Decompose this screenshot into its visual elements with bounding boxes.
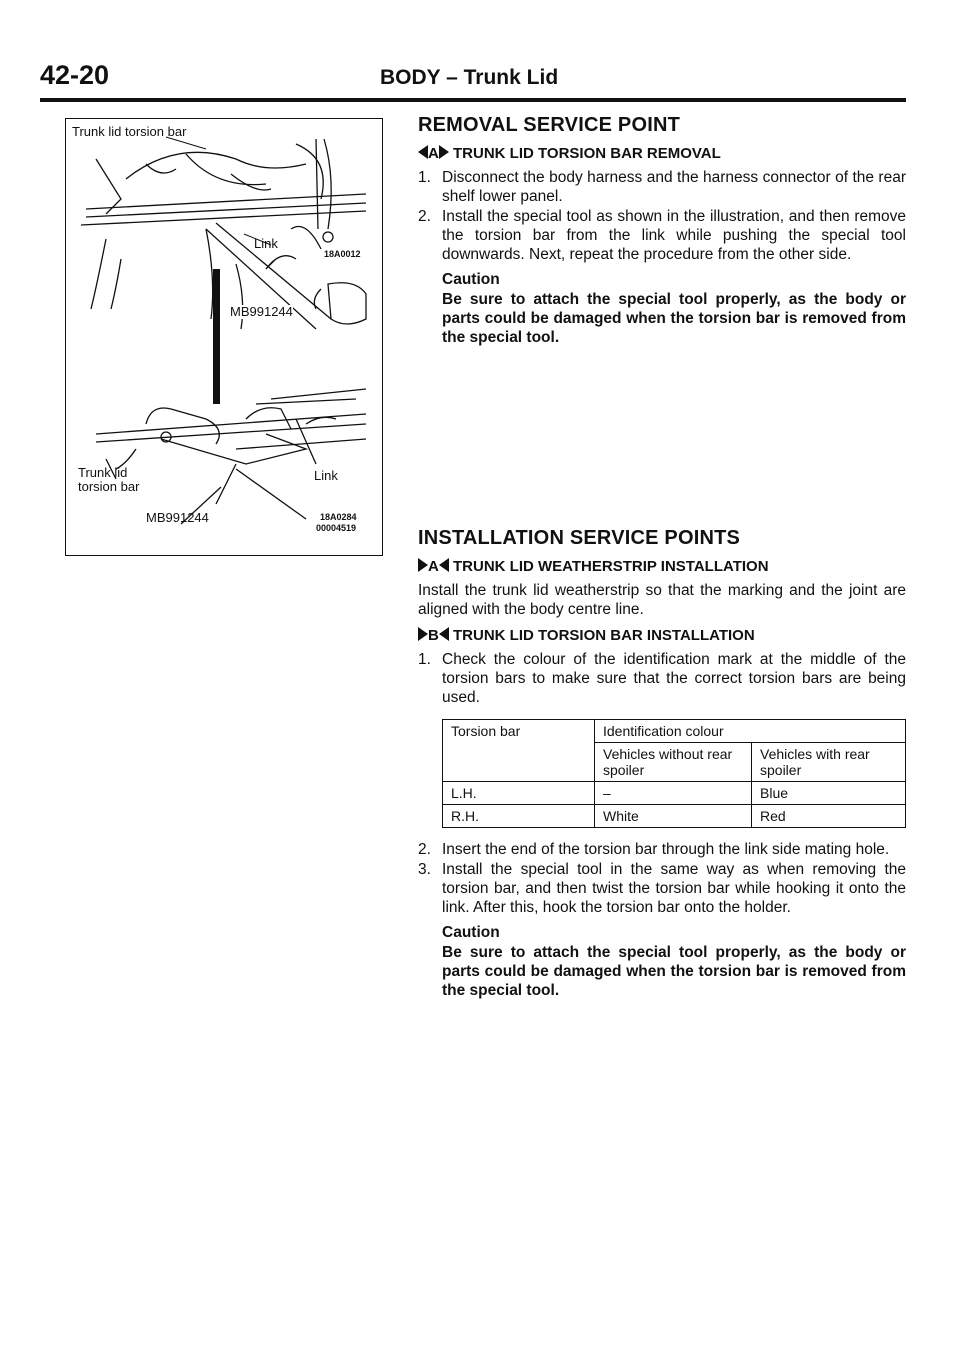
- page-number: 42-20: [40, 60, 110, 90]
- removal-caution: [442, 270, 906, 347]
- list-item: 2. Install the special tool as shown in the illustration, and then remove the torsion bar from the link while pushing the special tool downwards. Next, repeat the procedure from the other side.: [418, 208, 906, 263]
- installation-heading: INSTALLATION SERVICE POINTS: [418, 527, 741, 549]
- installation-steps-1: [418, 650, 906, 707]
- installation-marker-b: B: [428, 627, 439, 644]
- caution-text: Be sure to attach the special tool properly, as the body or parts could be damaged when the torsion bar is removed from the special tool.: [442, 944, 906, 999]
- figure-label-tool-lower: MB991244: [146, 510, 209, 525]
- table-row: L.H. – Blue: [443, 782, 906, 805]
- figure-code-lower-2: 00004519: [316, 523, 357, 533]
- installation-caution: [442, 923, 906, 1000]
- procedure-content: [418, 114, 906, 1000]
- arrow-left-icon: [418, 145, 428, 159]
- table-header-without-spoiler: Vehicles without rear spoiler: [595, 743, 752, 782]
- list-item: 1. Disconnect the body harness and the harness connector of the rear shelf lower panel.: [418, 169, 906, 205]
- arrow-right-icon: [418, 627, 428, 641]
- table-header-with-spoiler: Vehicles with rear spoiler: [752, 743, 906, 782]
- installation-marker-a: A: [428, 558, 439, 575]
- arrow-right-icon: [418, 558, 428, 572]
- page-header: [40, 58, 906, 102]
- figure-label-link-upper: Link: [254, 236, 278, 251]
- arrow-left-icon: [439, 558, 449, 572]
- removal-subheading-text: TRUNK LID TORSION BAR REMOVAL: [453, 145, 721, 162]
- removal-marker: A: [428, 145, 439, 162]
- figure-label-tool-upper: MB991244: [230, 304, 293, 319]
- caution-title: Caution: [442, 924, 500, 941]
- figure-label-link-lower: Link: [314, 468, 338, 483]
- figure-label-bar-lower-line2: torsion bar: [78, 479, 140, 494]
- installation-subheading-b-text: TRUNK LID TORSION BAR INSTALLATION: [453, 627, 755, 644]
- figure-code-lower-1: 18A0284: [320, 512, 357, 522]
- figure-label-bar-lower-line1: Trunk lid: [78, 465, 128, 480]
- installation-subheading-a: [418, 558, 906, 575]
- table-header-identification: Identification colour: [595, 720, 906, 743]
- arrow-left-icon: [439, 627, 449, 641]
- caution-title: Caution: [442, 271, 500, 288]
- list-item: 1. Check the colour of the identification mark at the middle of the torsion bars to make sure that the correct torsion bars are being used.: [418, 651, 906, 706]
- arrow-right-icon: [439, 145, 449, 159]
- installation-subheading-b: [418, 627, 906, 644]
- removal-steps: [418, 168, 906, 264]
- installation-steps-2: [418, 840, 906, 917]
- installation-subheading-a-text: TRUNK LID WEATHERSTRIP INSTALLATION: [453, 558, 769, 575]
- identification-table: [442, 719, 906, 828]
- list-item: 3. Install the special tool in the same way as when removing the torsion bar, and then twist the torsion bar while hooking it onto the link. After this, hook the torsion bar onto the holder.: [418, 861, 906, 916]
- figure-label-trunk-lid-torsion-bar: Trunk lid torsion bar: [72, 124, 187, 139]
- list-item: 2. Insert the end of the torsion bar through the link side mating hole.: [418, 841, 890, 858]
- illustration-panel: [65, 118, 383, 556]
- table-row: [443, 720, 906, 743]
- removal-heading: REMOVAL SERVICE POINT: [418, 114, 681, 136]
- spacer: [418, 347, 906, 527]
- section-title: BODY – Trunk Lid: [380, 66, 559, 89]
- caution-text: Be sure to attach the special tool properly, as the body or parts could be damaged when the torsion bar is removed from the special tool.: [442, 291, 906, 346]
- removal-subheading: [418, 145, 906, 162]
- figure-code-upper: 18A0012: [324, 249, 361, 259]
- table-row: [443, 743, 906, 782]
- table-header-torsion-bar: Torsion bar: [443, 720, 595, 743]
- weatherstrip-paragraph: Install the trunk lid weatherstrip so that the marking and the joint are aligned with the body centre line.: [418, 582, 906, 618]
- table-row: R.H. White Red: [443, 805, 906, 828]
